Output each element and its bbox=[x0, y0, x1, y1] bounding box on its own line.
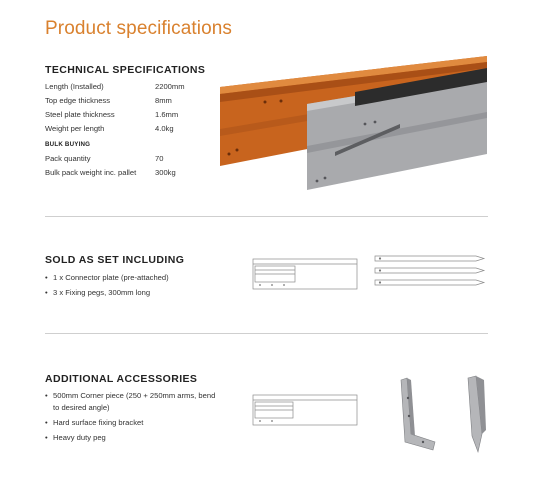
additional-accessories-heading: ADDITIONAL ACCESSORIES bbox=[45, 373, 198, 385]
spec-label: Steel plate thickness bbox=[45, 110, 115, 119]
section-divider bbox=[45, 216, 488, 217]
sold-as-set-list bbox=[45, 272, 169, 302]
spec-value: 1.6mm bbox=[155, 110, 179, 119]
list-item: • 3 x Fixing pegs, 300mm long bbox=[45, 287, 169, 299]
technical-specifications-heading: TECHNICAL SPECIFICATIONS bbox=[45, 64, 206, 76]
spec-label: Pack quantity bbox=[45, 154, 91, 163]
section-divider bbox=[45, 333, 488, 334]
spec-label: Top edge thickness bbox=[45, 96, 111, 105]
fixing-pegs-illustration bbox=[372, 252, 486, 294]
spec-value: 2200mm bbox=[155, 82, 185, 91]
list-item: • 1 x Connector plate (pre-attached) bbox=[45, 272, 169, 284]
spec-value: 8mm bbox=[155, 96, 172, 105]
accessories-list bbox=[45, 390, 220, 447]
spec-label: Bulk pack weight inc. pallet bbox=[45, 168, 137, 177]
spec-value: 4.0kg bbox=[155, 124, 174, 133]
lawn-edging-product-image bbox=[215, 54, 490, 194]
page-title: Product specifications bbox=[45, 18, 233, 39]
heavy-duty-peg-illustration bbox=[462, 374, 490, 454]
surface-fixing-bracket-illustration bbox=[397, 376, 439, 452]
connector-plate-illustration bbox=[252, 256, 358, 292]
spec-label: Weight per length bbox=[45, 124, 105, 133]
corner-piece-illustration bbox=[252, 393, 358, 427]
spec-value: 300kg bbox=[155, 168, 176, 177]
sold-as-set-heading: SOLD AS SET INCLUDING bbox=[45, 254, 185, 266]
bulk-buying-heading: BULK BUYING bbox=[45, 141, 91, 148]
spec-value: 70 bbox=[155, 154, 164, 163]
list-item: • Hard surface fixing bracket bbox=[45, 417, 220, 429]
spec-label: Length (Installed) bbox=[45, 82, 104, 91]
list-item: • Heavy duty peg bbox=[45, 432, 220, 444]
list-item: • 500mm Corner piece (250 + 250mm arms, bend to desired angle) bbox=[45, 390, 220, 413]
